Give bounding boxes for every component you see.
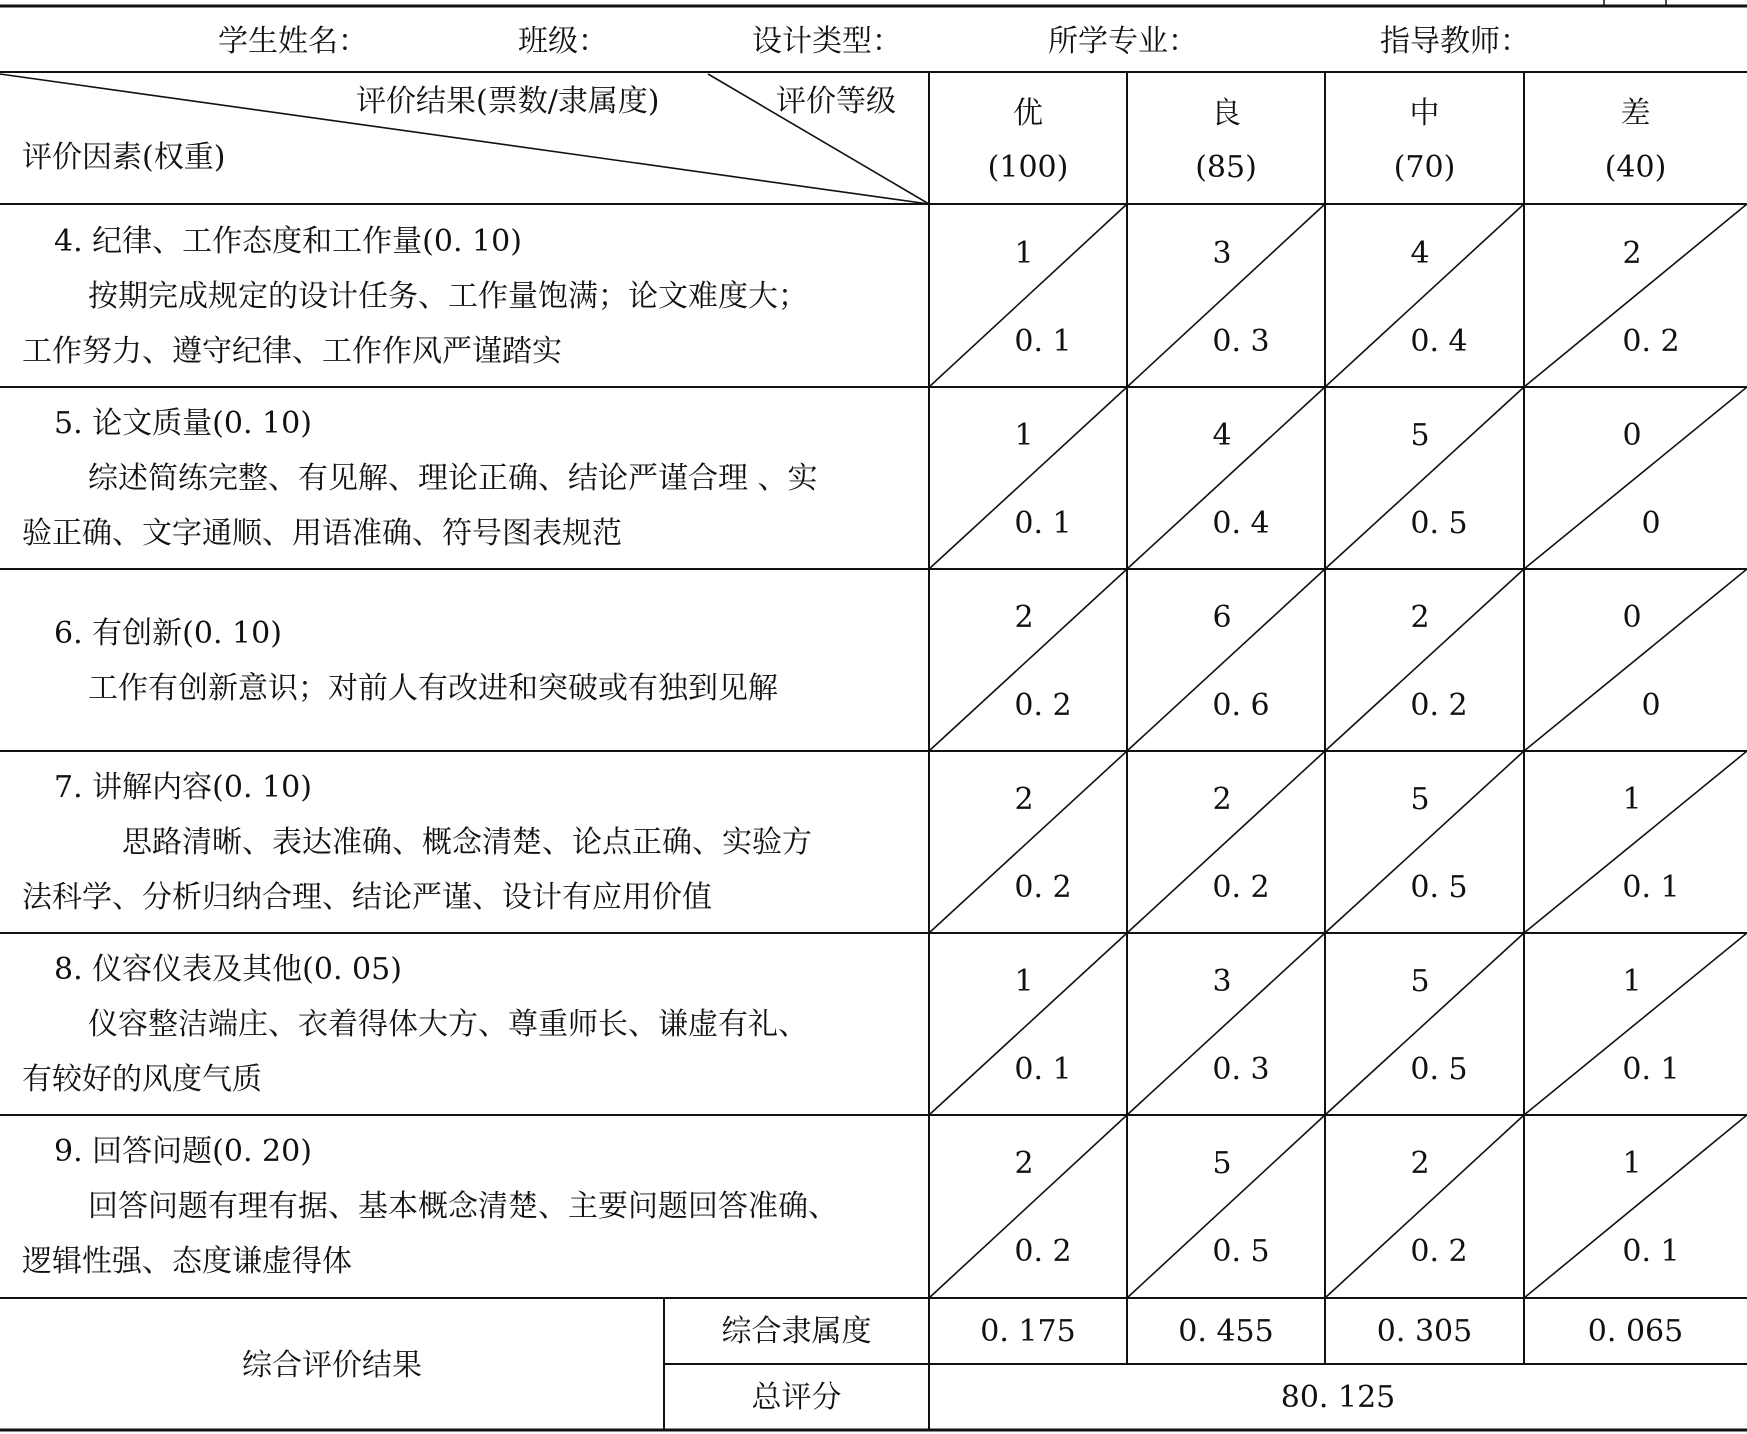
- header-diagonal: [708, 74, 929, 204]
- grade-score: (85): [1195, 150, 1257, 185]
- header-diagonal: [0, 74, 929, 204]
- factor-description: 验正确、文字通顺、用语准确、符号图表规范: [22, 516, 622, 551]
- vote-count: 5: [1410, 418, 1430, 453]
- membership-value: 0. 1: [1622, 1052, 1680, 1087]
- vote-count: 1: [1014, 418, 1034, 453]
- vote-count: 6: [1212, 600, 1232, 635]
- vote-count: 2: [1014, 1146, 1034, 1181]
- vote-count: 1: [1622, 1146, 1642, 1181]
- class-label: 班级：: [518, 24, 608, 59]
- membership-value: 0. 3: [1212, 1052, 1270, 1087]
- factor-axis-label: 评价因素(权重): [22, 140, 226, 175]
- membership-value: 0. 4: [1212, 506, 1270, 541]
- vote-count: 1: [1622, 964, 1642, 999]
- factor-description: 思路清晰、表达准确、概念清楚、论点正确、实验方: [122, 825, 812, 860]
- vote-count: 2: [1410, 600, 1430, 635]
- student-name-label: 学生姓名：: [218, 24, 368, 59]
- summary-membership-value: 0. 305: [1376, 1314, 1473, 1349]
- vote-count: 2: [1014, 600, 1034, 635]
- membership-value: 0: [1641, 688, 1661, 723]
- membership-label: 综合隶属度: [721, 1314, 872, 1349]
- vote-count: 5: [1410, 964, 1430, 999]
- factor-description: 法科学、分析归纳合理、结论严谨、设计有应用价值: [22, 880, 712, 915]
- grade-name: 差: [1620, 96, 1651, 131]
- membership-value: 0: [1641, 506, 1661, 541]
- vote-count: 5: [1410, 782, 1430, 817]
- factor-title: 9. 回答问题(0. 20): [54, 1134, 312, 1169]
- membership-value: 0. 1: [1622, 1234, 1680, 1269]
- membership-value: 0. 2: [1014, 688, 1072, 723]
- membership-value: 0. 5: [1410, 1052, 1468, 1087]
- membership-value: 0. 2: [1014, 1234, 1072, 1269]
- vote-count: 1: [1014, 236, 1034, 271]
- grade-score: (70): [1393, 150, 1456, 185]
- factor-title: 7. 讲解内容(0. 10): [54, 770, 312, 805]
- vote-count: 1: [1014, 964, 1034, 999]
- grade-score: (100): [987, 150, 1069, 185]
- factor-description: 按期完成规定的设计任务、工作量饱满；论文难度大；: [88, 279, 808, 314]
- membership-value: 0. 3: [1212, 324, 1270, 359]
- factor-description: 综述简练完整、有见解、理论正确、结论严谨合理 、实: [88, 461, 818, 496]
- grade-name: 良: [1211, 96, 1241, 131]
- membership-value: 0. 1: [1014, 324, 1072, 359]
- vote-count: 4: [1410, 236, 1430, 271]
- total-score-label: 总评分: [751, 1380, 842, 1415]
- factor-title: 4. 纪律、工作态度和工作量(0. 10): [54, 224, 522, 259]
- major-label: 所学专业：: [1048, 24, 1198, 59]
- membership-value: 0. 2: [1410, 1234, 1468, 1269]
- membership-value: 0. 2: [1410, 688, 1468, 723]
- membership-value: 0. 1: [1014, 1052, 1072, 1087]
- factor-description: 有较好的风度气质: [22, 1062, 262, 1097]
- membership-value: 0. 1: [1014, 506, 1072, 541]
- membership-value: 0. 5: [1410, 870, 1468, 905]
- total-score-value: 80. 125: [1280, 1380, 1396, 1415]
- vote-count: 2: [1014, 782, 1034, 817]
- grade-name: 优: [1013, 96, 1043, 131]
- membership-value: 0. 5: [1212, 1234, 1270, 1269]
- membership-value: 0. 2: [1622, 324, 1680, 359]
- vote-count: 0: [1622, 600, 1642, 635]
- membership-value: 0. 2: [1014, 870, 1072, 905]
- membership-value: 0. 6: [1212, 688, 1270, 723]
- grade-axis-label: 评价等级: [776, 84, 896, 119]
- factor-title: 8. 仪容仪表及其他(0. 05): [54, 952, 402, 987]
- vote-count: 2: [1410, 1146, 1430, 1181]
- vote-count: 5: [1212, 1146, 1232, 1181]
- factor-description: 工作努力、遵守纪律、工作作风严谨踏实: [22, 334, 562, 369]
- advisor-label: 指导教师：: [1380, 24, 1530, 59]
- vote-count: 2: [1212, 782, 1232, 817]
- summary-label: 综合评价结果: [242, 1348, 422, 1383]
- factor-title: 6. 有创新(0. 10): [54, 616, 282, 651]
- membership-value: 0. 5: [1410, 506, 1468, 541]
- factor-title: 5. 论文质量(0. 10): [54, 406, 312, 441]
- vote-count: 4: [1212, 418, 1232, 453]
- grade-score: (40): [1604, 150, 1667, 185]
- grade-name: 中: [1409, 96, 1440, 131]
- factor-description: 仪容整洁端庄、衣着得体大方、尊重师长、谦虚有礼、: [88, 1007, 808, 1042]
- summary-membership-value: 0. 175: [980, 1314, 1076, 1349]
- membership-value: 0. 1: [1622, 870, 1680, 905]
- vote-count: 0: [1622, 418, 1642, 453]
- vote-count: 3: [1212, 964, 1232, 999]
- vote-count: 3: [1212, 236, 1232, 271]
- factor-description: 逻辑性强、态度谦虚得体: [22, 1244, 352, 1279]
- factor-description: 回答问题有理有据、基本概念清楚、主要问题回答准确、: [88, 1189, 838, 1224]
- factor-description: 工作有创新意识；对前人有改进和突破或有独到见解: [88, 671, 778, 706]
- summary-membership-value: 0. 455: [1178, 1314, 1274, 1349]
- summary-membership-value: 0. 065: [1587, 1314, 1684, 1349]
- vote-count: 1: [1622, 782, 1642, 817]
- result-axis-label: 评价结果(票数/隶属度): [356, 84, 660, 119]
- membership-value: 0. 4: [1410, 324, 1468, 359]
- vote-count: 2: [1622, 236, 1642, 271]
- membership-value: 0. 2: [1212, 870, 1270, 905]
- design-type-label: 设计类型：: [752, 24, 902, 59]
